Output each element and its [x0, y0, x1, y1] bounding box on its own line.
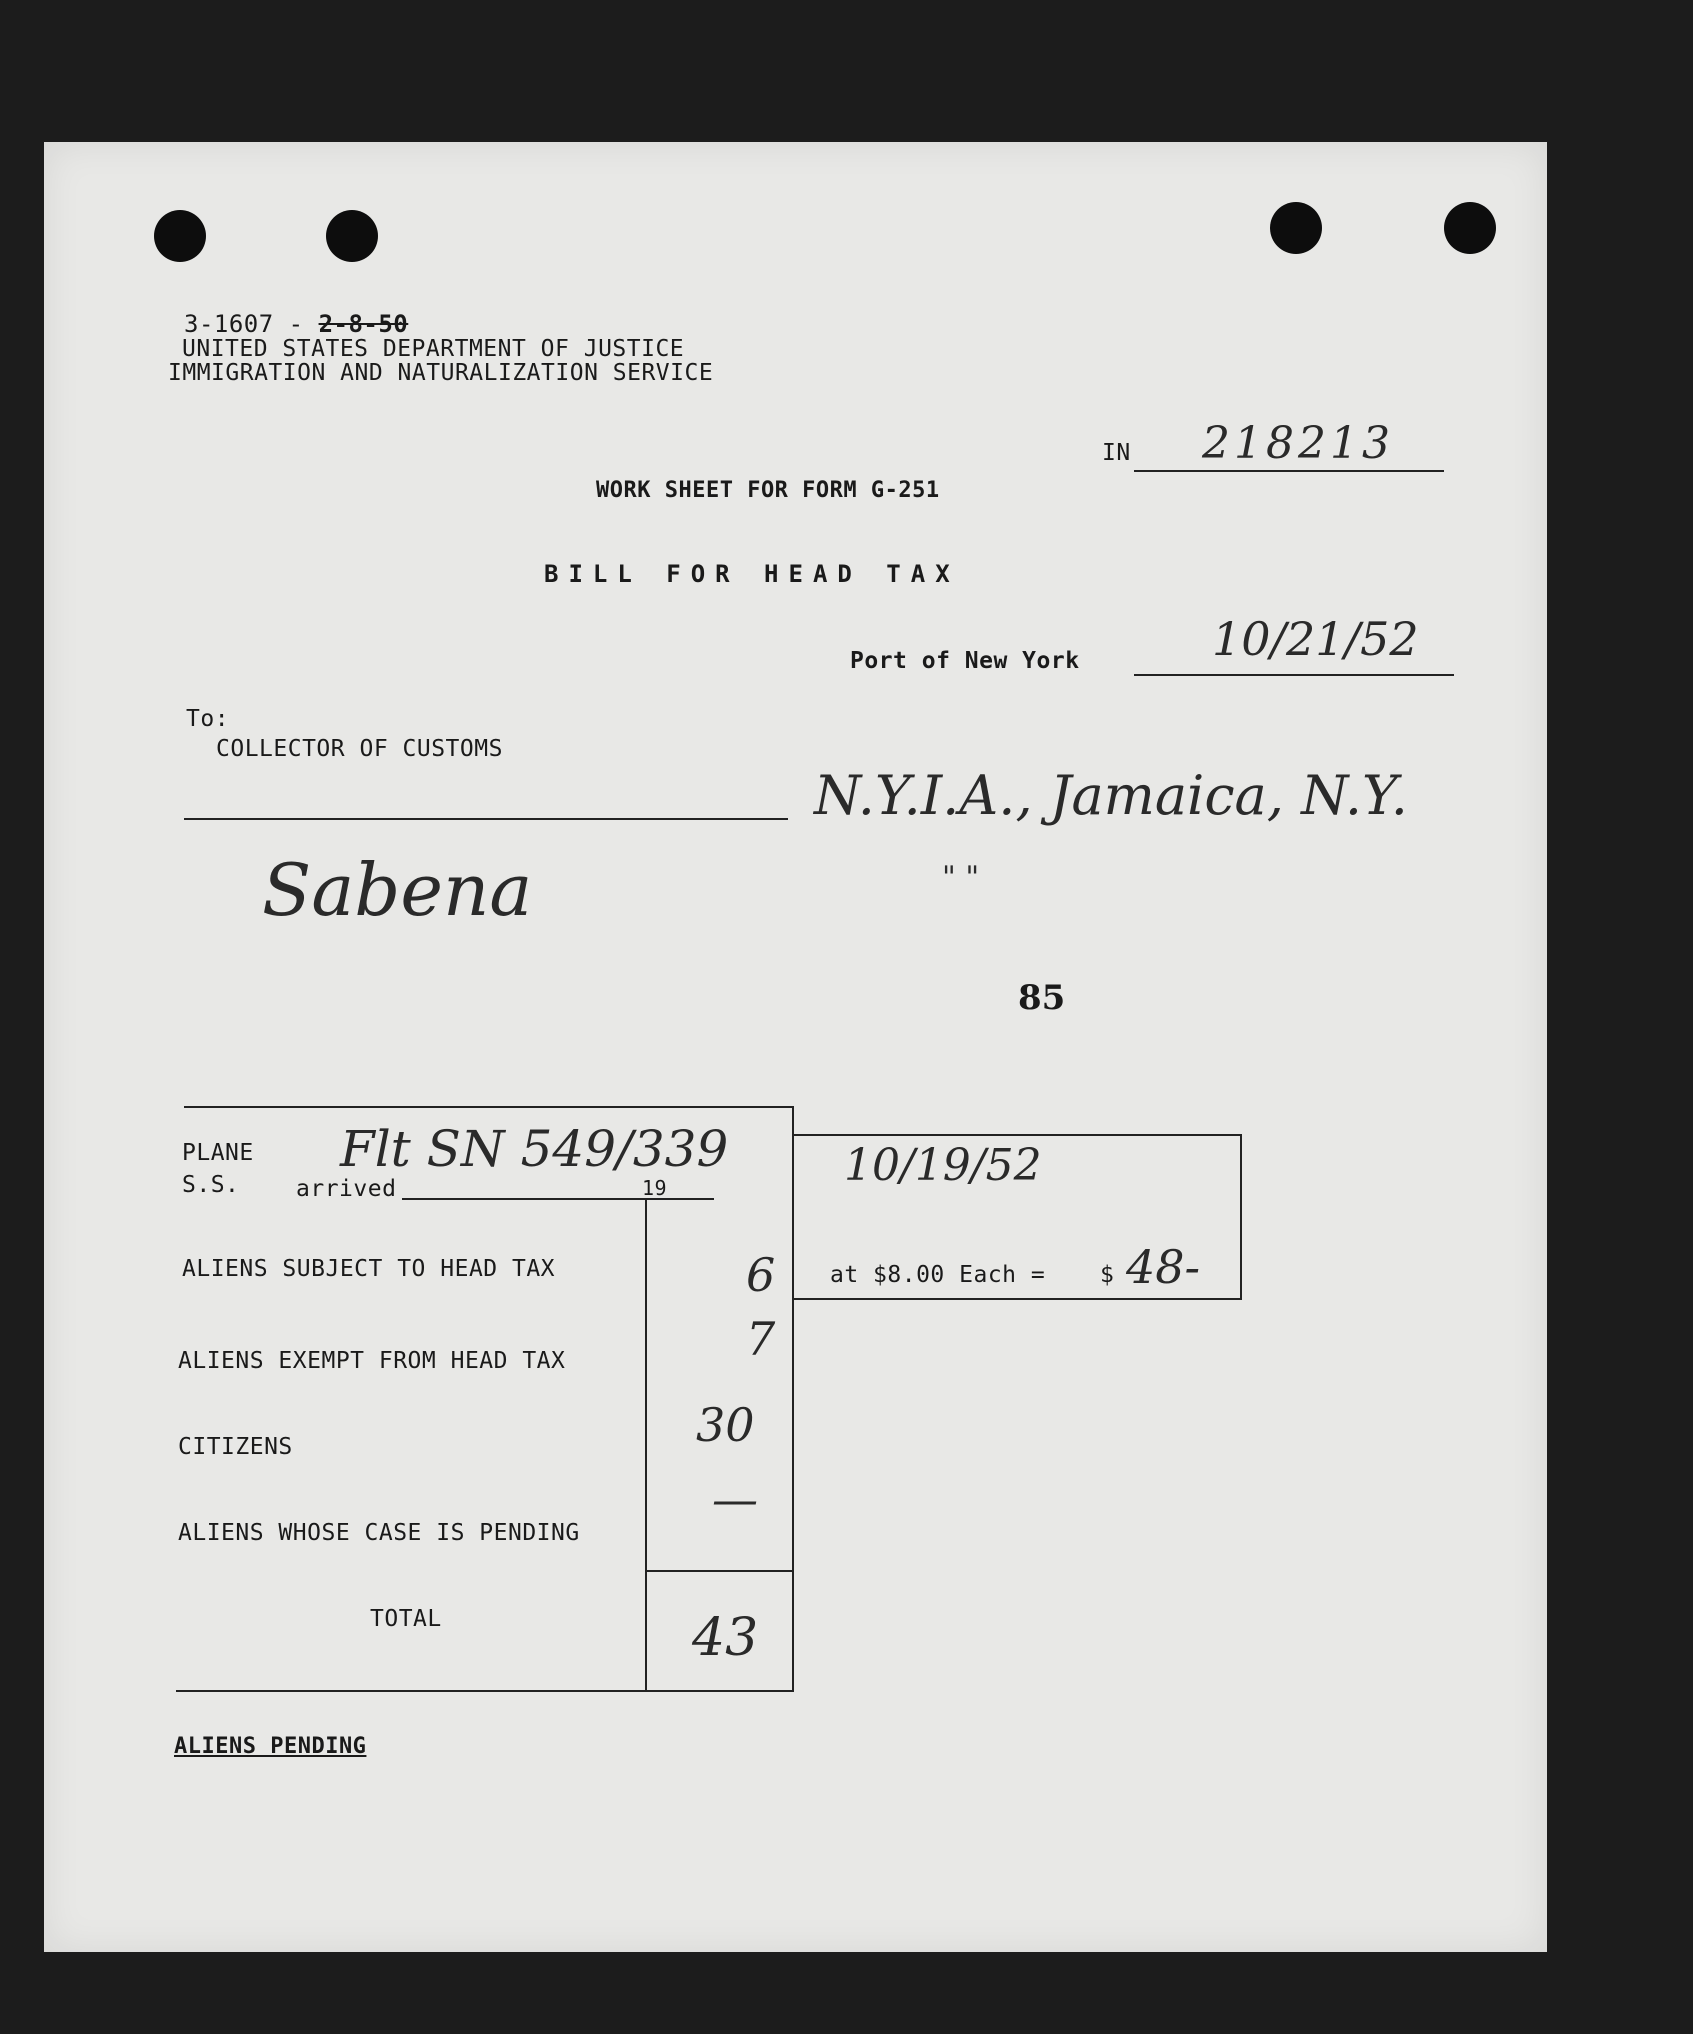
rate-currency: $ — [1100, 1262, 1115, 1288]
table-right-border — [792, 1106, 794, 1692]
in-number-line — [1134, 470, 1444, 472]
punch-hole-1 — [154, 210, 206, 262]
worksheet-title: WORK SHEET FOR FORM G-251 — [596, 478, 940, 503]
flight-handwritten: Flt SN 549/339 — [340, 1120, 729, 1178]
aliens-pending-label: ALIENS PENDING — [174, 1734, 367, 1759]
amount-handwritten: 48- — [1126, 1240, 1201, 1294]
bill-title: BILL FOR HEAD TAX — [544, 560, 960, 588]
document-page — [44, 142, 1547, 1952]
table-bottom-line — [176, 1690, 794, 1692]
row-value-citizens: 30 — [696, 1398, 755, 1452]
ss-label: S.S. — [182, 1172, 240, 1198]
punch-hole-4 — [1444, 202, 1496, 254]
row-label-pending: ALIENS WHOSE CASE IS PENDING — [178, 1520, 580, 1546]
punch-hole-2 — [326, 210, 378, 262]
port-date-line — [1134, 674, 1454, 676]
rate-text: at $8.00 Each = — [830, 1262, 1046, 1288]
location-handwritten: N.Y.I.A., Jamaica, N.Y. — [814, 764, 1408, 827]
collector-label: COLLECTOR OF CUSTOMS — [216, 736, 503, 762]
row-label-subject: ALIENS SUBJECT TO HEAD TAX — [182, 1256, 556, 1282]
row-value-exempt: 7 — [746, 1312, 776, 1366]
table-value-column-border — [645, 1198, 647, 1692]
arrived-label: arrived — [296, 1176, 397, 1202]
row-value-pending: — — [712, 1472, 758, 1526]
rate-box-right — [1240, 1134, 1242, 1300]
agency-line-1: UNITED STATES DEPARTMENT OF JUSTICE — [182, 336, 685, 362]
to-address-line — [184, 818, 788, 820]
arrived-underline — [402, 1198, 714, 1200]
ditto-marks: " " — [942, 860, 980, 895]
agency-line-2: IMMIGRATION AND NATURALIZATION SERVICE — [168, 360, 714, 386]
row-label-exempt: ALIENS EXEMPT FROM HEAD TAX — [178, 1348, 566, 1374]
port-label: Port of New York — [850, 648, 1080, 674]
total-value: 43 — [692, 1608, 759, 1668]
total-separator-line — [645, 1570, 793, 1572]
form-code: 3-1607 - 2-8-50 — [184, 310, 409, 338]
year-prefix: 19 — [642, 1176, 668, 1200]
rate-box-top — [792, 1134, 1242, 1136]
in-label: IN — [1102, 440, 1131, 466]
port-date-handwritten: 10/21/52 — [1212, 612, 1419, 666]
table-top-line — [184, 1106, 792, 1108]
rate-box-bottom — [792, 1298, 1242, 1300]
plane-label: PLANE — [182, 1140, 254, 1166]
to-label: To: — [186, 706, 230, 732]
punch-hole-3 — [1270, 202, 1322, 254]
row-value-subject: 6 — [746, 1248, 776, 1302]
total-label: TOTAL — [370, 1606, 442, 1632]
carrier-handwritten: Sabena — [262, 848, 533, 932]
row-label-citizens: CITIZENS — [178, 1434, 293, 1460]
in-number-handwritten: 218213 — [1202, 418, 1394, 469]
arrival-date-handwritten: 10/19/52 — [844, 1140, 1042, 1191]
page-number: 85 — [1018, 978, 1066, 1018]
